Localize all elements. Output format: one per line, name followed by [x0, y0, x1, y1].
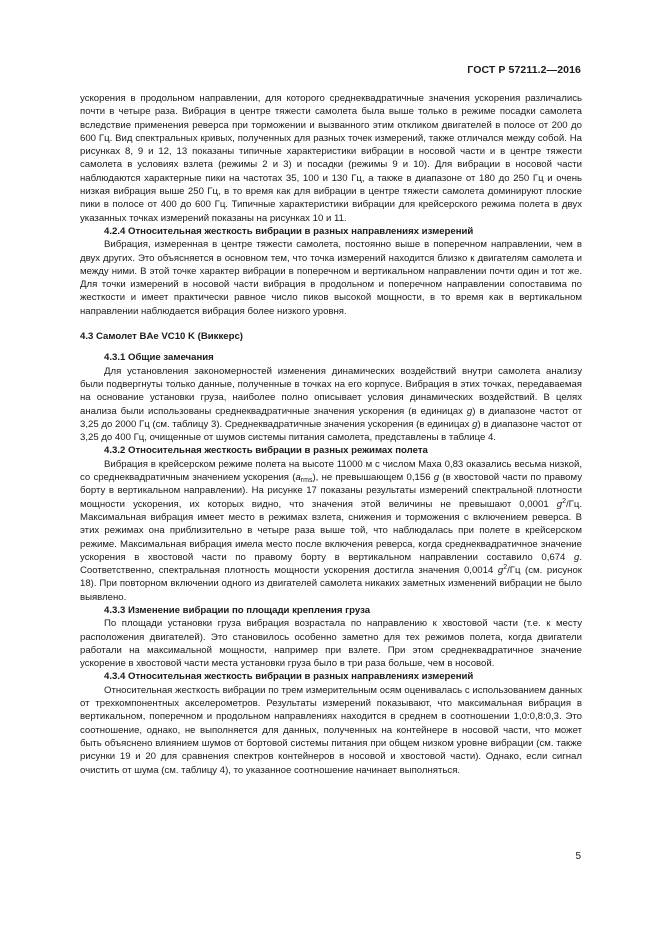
section-4-3-4-text: Относительная жесткость вибрации по трем измерительным осям оценивалась с использованием данных от трехкомпонентных акселерометров. Результаты измерений показывают, что максимальная вибрация в вертикальном, поперечном и продольном направлениях находится в среднем в соотношении 1,0:0,8:0,3. Это соотношение, однако, не выполняется для данных, полученных на контейнере в носовой части, что может быть объяснено влиянием шумов от бортовой системы питания при общем низком уровне вибрации (см. также рисунки 19 и 20 для сравнения спектров контейнеров в носовой и хвостовой части). Однако, если сигнал очистить от шума (см. таблицу 4), то указанное соотношение начинает выполняться. [80, 684, 582, 776]
intro-paragraph: ускорения в продольном направлении, для которого среднеквадратичные значения ускорения различались почти в четыре раза. Вибрация в центре тяжести самолета была выше только в режиме посадки самолета вследствие применения реверса при торможении и вызванного этим откликом двигателей в полосе от 200 до 600 Гц. Вид спектральных кривых, полученных для разных точек измерений, также отличался между собой. На рисунках 8, 9 и 12, 13 показаны типичные характеристики вибрации в носовой части и в центре тяжести самолета в условиях взлета (режимы 2 и 3) и посадки (режимы 9 и 10). Для вибрации в носовой части наблюдаются характерные пики на частотах 35, 100 и 130 Гц, а также в диапазоне от 180 до 250 Гц и очень низкая вибрация выше 250 Гц, в то время как для вибрации в центре тяжести самолета доминируют плоские пики в полосе от 400 до 600 Гц. Типичные характеристики вибрации для крейсерского режима полета в двух указанных точках измерений показаны на рисунках 10 и 11. [80, 93, 582, 224]
document-code: ГОСТ Р 57211.2—2016 [467, 64, 581, 76]
section-4-2-4-heading: 4.2.4 Относительная жесткость вибрации в разных направлениях измерений [104, 225, 474, 237]
section-4-3-2-text: Вибрация в крейсерском режиме полета на высоте 11000 м с числом Маха 0,83 оказались весьма низкой, со среднеквадратичным значением ускорения $(a_{rms})$, не превышающем 0,156 g (в хвостовой части по правому борту в вертикальном направлении). На рисунке 17 показаны результаты измерений спектральной плотности мощности ускорения, их которых видно, что значения этой величины не превышают 0,0001 $g^2/Гц$. Максимальная вибрация имеет место в режимах взлета, снижения и торможения с включением реверса. В этих режимах она приблизительно в четыре раза выше той, что наблюдалась при полете в крейсерском режиме. Максимальная вибрация имела место после включения реверса, когда среднеквадратичное значение ускорения в хвостовой части по правому борту в вертикальном направлении составило 0,674 g. Соответственно, спектральная плотность мощности ускорения достигла значения 0,0014 $g^2/Гц$ (см. рисунок 18). При повторном включении одного из двигателей самолета никаких заметных изменений вибрации не было выявлено. [80, 458, 583, 603]
section-4-3-4-heading: 4.3.4 Относительная жесткость вибрации в разных направлениях измерений [104, 671, 474, 683]
section-4-3-heading: 4.3 Самолет BAe VC10 K (Виккерс) [80, 331, 243, 343]
page-number: 5 [575, 851, 581, 862]
section-4-2-4-text: Вибрация, измеренная в центре тяжести самолета, постоянно выше в поперечном направлении, чем в двух других. Это объясняется в основном тем, что точка измерений находится близко к двигателям самолета и между ними. В этой точке характер вибрации в поперечном и вертикальном направлении почти один и тот же. Для точки измерений в носовой части вибрация в продольном и поперечном направлении сопоставима по жесткости и имеет практически равное число пиков высокой мощности, в то время как в вертикальном направлении наблюдается вибрация более низкого уровня. [80, 239, 582, 317]
section-4-3-1-heading: 4.3.1 Общие замечания [104, 352, 214, 364]
page-content [80, 92, 582, 777]
section-4-3-2-heading: 4.3.2 Относительная жесткость вибрации в разных режимах полета [104, 445, 428, 457]
section-4-3-3-heading: 4.3.3 Изменение вибрации по площади крепления груза [104, 604, 371, 616]
section-4-3-1-text: Для установления закономерностей изменения динамических воздействий внутри самолета анализу были подвергнуты только данные, полученные в точках на его корпусе. Вибрация в этих точках, передаваемая на основание установки груза, наиболее полно описывает условия динамических воздействий. В целях анализа были использованы среднеквадратичные значения ускорения (в единицах g) в диапазоне частот от 3,25 до 2000 Гц (см. таблицу 3). Среднеквадратичные значения ускорения (в единицах g) в диапазоне частот от 3,25 до 400 Гц, очищенные от шумов системы питания самолета, представлены в таблице 4. [80, 365, 582, 444]
section-4-3-3-text: По площади установки груза вибрация возрастала по направлению к хвостовой части (т.е. к месту расположения двигателей). Это становилось особенно заметно для тех режимов полета, когда двигатели работали на максимальной мощности, например при взлете. При этом среднеквадратичное значение ускорение в хвостовой части места установки груза было в три раза больше, чем в носовой. [80, 618, 582, 670]
